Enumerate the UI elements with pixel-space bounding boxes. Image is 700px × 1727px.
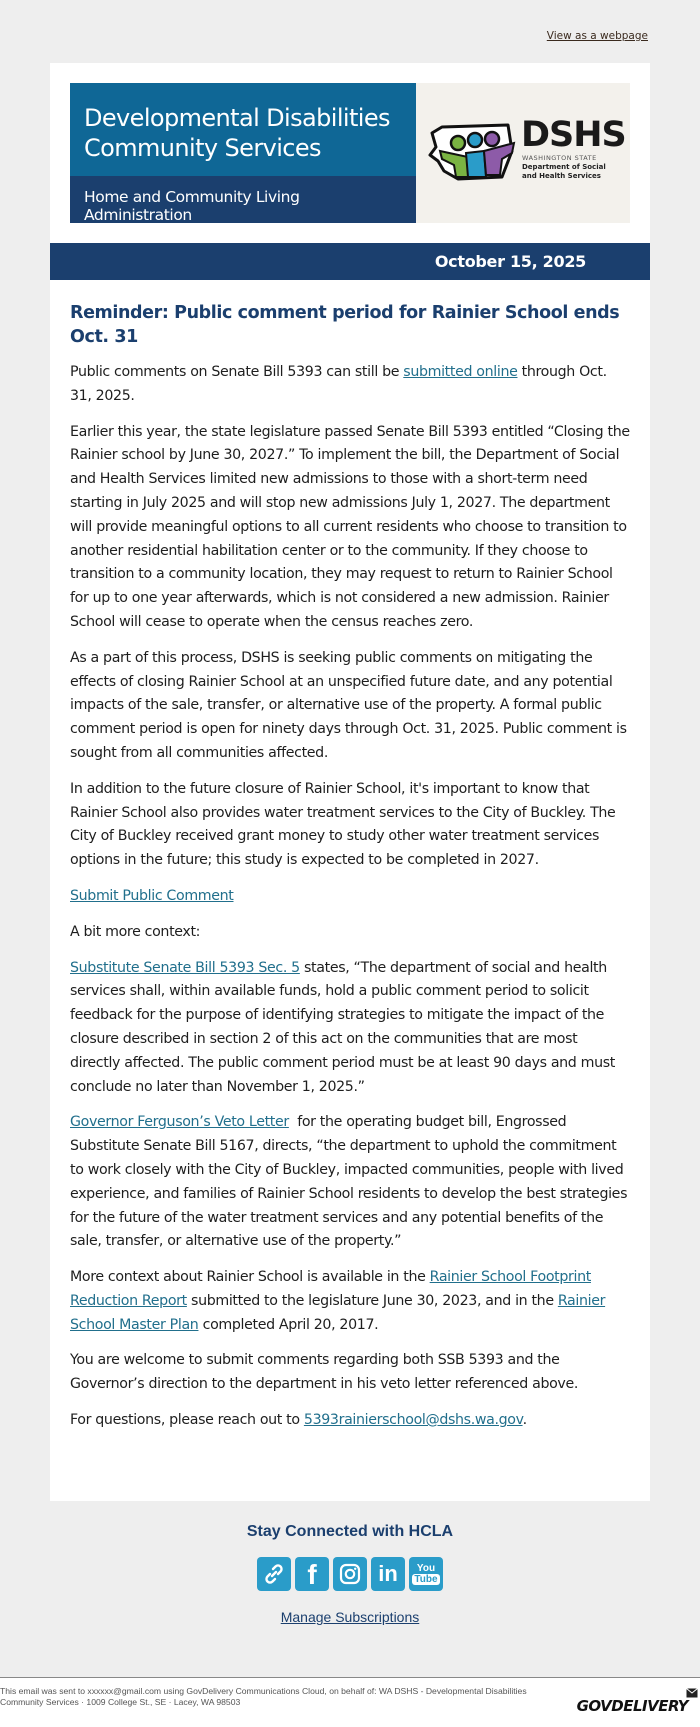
dshs-logo-dept	[522, 163, 606, 181]
paragraph-ssb-5393	[70, 957, 630, 1100]
banner-title-line2: Community Services	[84, 134, 321, 162]
youtube-you: You	[416, 1563, 436, 1574]
text: .	[522, 1412, 527, 1429]
stay-connected-title: Stay Connected with HCLA	[246, 1523, 454, 1540]
stay-connected	[0, 1523, 700, 1625]
text: submitted to the legislature June 30, 2023, and in the	[186, 1292, 558, 1309]
banner-title	[70, 83, 416, 176]
paragraph-submit	[70, 885, 630, 909]
link-icon[interactable]	[257, 1557, 291, 1591]
contact-email-link[interactable]: 5393rainierschool@dshs.wa.gov	[303, 1412, 523, 1429]
banner-subtitle: Home and Community Living Administration	[70, 176, 416, 223]
header-banner	[70, 83, 630, 223]
ssb-5393-link[interactable]: Substitute Senate Bill 5393 Sec. 5	[70, 959, 300, 976]
text: through Oct. 31, 2025.	[70, 364, 607, 404]
govdelivery-logo[interactable]: GOVDELIVERY	[576, 1697, 688, 1715]
text: states, “The department of social and health services shall, within available funds, hold a public comment period to solicit feedback for the purpose of identifying strategies to mitigate the impact of the closure described in section 2 of this act on the communities that are most directly affected. The public comment period must be at least 90 days and must conclude no later than November 1, 2025.”	[70, 959, 615, 1095]
instagram-icon[interactable]	[333, 1557, 367, 1591]
banner-title-block	[70, 83, 416, 223]
paragraph-questions	[70, 1409, 630, 1433]
paragraph-welcome: You are welcome to submit comments regarding both SSB 5393 and the Governor’s direction to the department in his veto letter referenced above.	[70, 1352, 579, 1393]
dshs-figures-icon	[428, 121, 520, 183]
manage-subscriptions	[0, 1609, 700, 1625]
paragraph-veto-letter	[70, 1111, 630, 1254]
dshs-logo-dept-line2: and Health Services	[522, 172, 601, 180]
dshs-logo-state: WASHINGTON STATE	[522, 154, 597, 162]
youtube-tube: Tube	[414, 1574, 438, 1585]
view-as-webpage-link[interactable]: View as a webpage	[546, 30, 648, 42]
article-body	[70, 301, 630, 1445]
text: for the operating budget bill, Engrossed Substitute Senate Bill 5167, directs, “the department to uphold the commitment to work closely with the City of Buckley, impacted communities, people with lived experience, and families of Rainier School residents to develop the best strategies for the future of the water treatment services and any potential benefits of the sale, transfer, or alternative use of the property.”	[70, 1114, 632, 1250]
youtube-icon[interactable]	[409, 1557, 443, 1591]
date-band	[50, 243, 650, 280]
issue-date: October 15, 2025	[434, 252, 586, 271]
social-links	[0, 1557, 700, 1591]
email-card	[50, 63, 650, 1501]
submitted-online-link[interactable]: submitted online	[403, 364, 518, 380]
master-plan-link[interactable]: Rainier School Master Plan	[70, 1292, 606, 1333]
paragraph-more-context	[70, 1266, 630, 1337]
text: More context about Rainier School is available in the	[70, 1269, 430, 1286]
paragraph-water-treatment: In addition to the future closure of Rainier School, it's important to know that Rainier School also provides water treatment services to the City of Buckley. The City of Buckley received grant money to study other water treatment services options in the future; this study is expected to be completed in 2027.	[70, 780, 616, 869]
facebook-icon[interactable]: f	[295, 1557, 329, 1591]
footer-divider	[0, 1677, 700, 1678]
paragraph-process: As a part of this process, DSHS is seeking public comments on mitigating the effects of closing Rainier School at an unspecified future date, and any potential impacts of the sale, transfer, or alternative use of the property. A formal public comment period is open for ninety days through Oct. 31, 2025. Public comment is sought from all communities affected.	[70, 649, 627, 761]
footprint-report-link[interactable]: Rainier School Footprint Reduction Report	[70, 1269, 591, 1309]
paragraph-context-intro: A bit more context:	[70, 923, 201, 940]
dshs-logo	[428, 117, 628, 187]
text: completed April 20, 2017.	[198, 1316, 379, 1333]
text: Public comments on Senate Bill 5393 can still be	[70, 364, 404, 380]
linkedin-icon[interactable]: in	[371, 1557, 405, 1591]
dshs-logo-panel	[416, 83, 630, 223]
footer	[0, 1677, 700, 1727]
footer-text: This email was sent to xxxxxx@gmail.com using GovDelivery Communications Cloud, on behalf of: WA DSHS - Developmental Disabilities Community Services · 1009 College St., SE · Lacey, WA 98503	[0, 1686, 527, 1707]
text: For questions, please reach out to	[70, 1412, 304, 1429]
article-headline: Reminder: Public comment period for Rainier School ends Oct. 31	[70, 303, 620, 347]
manage-subscriptions-link[interactable]: Manage Subscriptions	[280, 1609, 420, 1625]
envelope-icon	[686, 1688, 698, 1698]
dshs-logo-title: DSHS	[521, 115, 626, 155]
dshs-logo-dept-line1: Department of Social	[522, 163, 606, 171]
veto-letter-link[interactable]: Governor Ferguson’s Veto Letter	[70, 1114, 289, 1131]
banner-title-line1: Developmental Disabilities	[84, 104, 390, 132]
paragraph-intro	[70, 361, 630, 409]
submit-public-comment-link[interactable]: Submit Public Comment	[70, 887, 234, 904]
paragraph-background: Earlier this year, the state legislature passed Senate Bill 5393 entitled “Closing the Rainier school by June 30, 2027.” To implement the bill, the Department of Social and Health Services limited new admissions to those with a short-term need starting in July 2025 and will stop new admissions July 1, 2027. The department will provide meaningful options to all current residents who choose to transition to another residential habilitation center or to the community. If they choose to transition to a community location, they may request to return to Rainier School for up to one year afterwards, which is not considered a new admission. Rainier School will cease to operate when the census reaches zero.	[70, 423, 630, 630]
top-bar	[547, 30, 648, 42]
